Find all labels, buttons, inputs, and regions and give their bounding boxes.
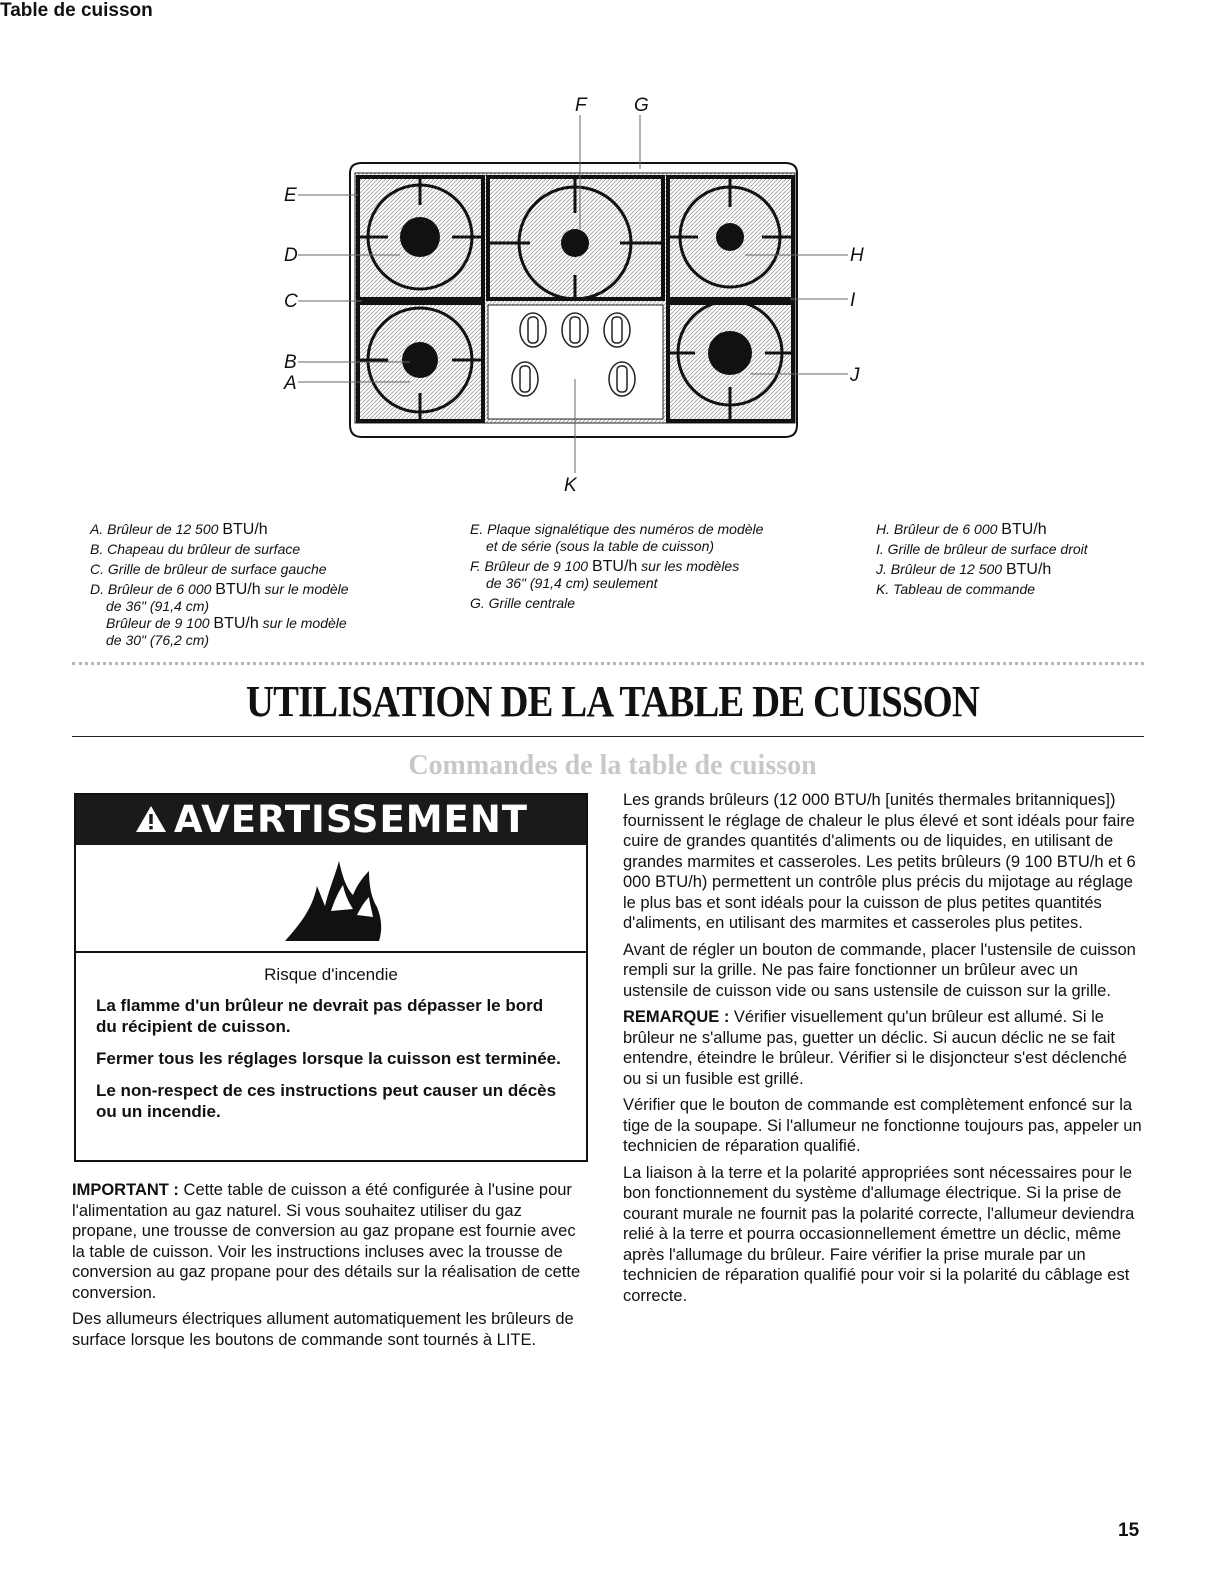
legend-column-2: E. Plaque signalétique des numéros de modèle et de série (sous la table de cuisson) F. Brûleur de 9 100 BTU/h sur les modèles de 36" (91,4 cm) seulement G. Grille centrale: [470, 521, 850, 615]
warning-box: [74, 793, 588, 1162]
legend-item-f: F. Brûleur de 9 100 BTU/h sur les modèles: [470, 558, 740, 575]
dotted-divider: [72, 662, 1144, 665]
legend-item-h: H. Brûleur de 6 000 BTU/h: [876, 521, 1047, 538]
callout-g: G: [634, 95, 649, 116]
callout-h: H: [850, 245, 864, 266]
legend-item-k: K. Tableau de commande: [876, 581, 1036, 597]
knob-check-paragraph: Vérifier que le bouton de commande est complètement enfoncé sur la tige de la soupape. Si l'allumeur ne fonctionne toujours pas, appeler un technicien de réparation qualifié.: [623, 1096, 1142, 1155]
callout-f: F: [575, 95, 587, 116]
section-title: Table de cuisson: [0, 0, 153, 21]
cooktop-diagram: [270, 95, 870, 505]
legend-item-e: E. Plaque signalétique des numéros de modèle: [470, 521, 764, 537]
legend-item-j: J. Brûleur de 12 500 BTU/h: [876, 561, 1052, 578]
cooktop-illustration: [270, 95, 870, 505]
warning-triangle-icon: [134, 797, 168, 847]
important-paragraph: IMPORTANT : Cette table de cuisson a été configurée à l'usine pour l'alimentation au gaz naturel. Si vous souhaitez utiliser du gaz propane, une trousse de conversion au gaz propane est fournie avec la table de cuisson. Voir les instructions incluses avec la trousse de conversion au gaz propane pour des détails sur la réalisation de cette conversion.: [72, 1181, 581, 1302]
main-title: UTILISATION DE LA TABLE DE CUISSON: [246, 677, 979, 726]
legend-column-3: [876, 521, 1156, 601]
legend-item-i: I. Grille de brûleur de surface droit: [876, 541, 1088, 557]
flame-area: [76, 845, 586, 953]
fire-icon: [273, 851, 393, 947]
warning-header: [76, 795, 586, 845]
callout-i: I: [850, 290, 856, 311]
callout-d: D: [284, 245, 298, 266]
callout-j: J: [850, 365, 860, 386]
legend-item-b: B. Chapeau du brûleur de surface: [90, 541, 301, 557]
burner-size-paragraph: Les grands brûleurs (12 000 BTU/h [unités thermales britanniques]) fournissent le réglage de chaleur le plus élevé et sont idéals pour faire cuire de grandes quantités d'aliments ou de liquides, en utilisant de grandes marmites et casseroles. Les petits brûleurs (9 100 BTU/h et 6 000 BTU/h) permettent un contrôle plus précis du mijotage au réglage le plus bas et sont idéals pour la cuisson de plus petites quantités d'aliments, en utilisant des marmites et casseroles plus petites.: [623, 791, 1136, 932]
legend-item-d: D. Brûleur de 6 000 BTU/h sur le modèle: [90, 581, 349, 598]
risk-title: Risque d'incendie: [264, 965, 398, 984]
grounding-paragraph: La liaison à la terre et la polarité appropriées sont nécessaires pour le bon fonctionnement du système d'allumage électrique. Si la prise de courant murale ne fournit pas la polarité correcte, l'allumeur deviendra relié à la terre et pourra occasionnellement émettre un déclic, même après l'allumage du brûleur. Faire vérifier la prise murale par un technicien de réparation qualifié pour voir si la polarité du câblage est correcte.: [623, 1163, 1135, 1305]
page-number: 15: [1118, 1520, 1140, 1541]
legend-column-1: A. Brûleur de 12 500 BTU/h B. Chapeau du brûleur de surface C. Grille de brûleur de surface gauche D. Brûleur de 6 000 BTU/h sur le modèle de 36" (91,4 cm) Brûleur de 9 100 BTU/h sur le modèle de 30" (76,2 cm): [90, 521, 430, 649]
warning-line-1: La flamme d'un brûleur ne devrait pas dépasser le bord du récipient de cuisson.: [96, 996, 544, 1036]
warning-line-2: Fermer tous les réglages lorsque la cuisson est terminée.: [96, 1049, 561, 1068]
sub-title: Commandes de la table de cuisson: [408, 750, 817, 781]
callout-c: C: [284, 291, 298, 312]
callout-k: K: [564, 475, 577, 496]
legend-item-c: C. Grille de brûleur de surface gauche: [90, 561, 327, 577]
callout-b: B: [284, 352, 297, 373]
warning-body: [76, 953, 586, 1133]
callout-a: A: [284, 373, 297, 394]
igniter-paragraph: Des allumeurs électriques allument automatiquement les brûleurs de surface lorsque les boutons de commande sont tournés à LITE.: [72, 1310, 574, 1349]
warning-line-3: Le non-respect de ces instructions peut causer un décès ou un incendie.: [96, 1081, 557, 1121]
legend-item-g: G. Grille centrale: [470, 595, 576, 611]
legend-item-a: A. Brûleur de 12 500 BTU/h: [90, 521, 268, 538]
remarque-paragraph: REMARQUE : Vérifier visuellement qu'un brûleur est allumé. Si le brûleur ne s'allume pas, guetter un déclic. Si aucun déclic ne se fait entendre, éteindre le brûleur. Vérifier si le disjoncteur s'est déclenché ou si un fusible est grillé.: [623, 1008, 1127, 1088]
warning-header-text: AVERTISSEMENT: [173, 798, 529, 841]
title-divider: [72, 736, 1144, 737]
left-column-text: [72, 1180, 588, 1356]
right-column-text: [623, 790, 1143, 1312]
before-setting-paragraph: Avant de régler un bouton de commande, placer l'ustensile de cuisson rempli sur la grille. Ne pas faire fonctionner un brûleur avec un ustensile de cuisson vide ou sans ustensile de cuisson sur la grille.: [623, 940, 1136, 1000]
callout-e: E: [284, 185, 297, 206]
